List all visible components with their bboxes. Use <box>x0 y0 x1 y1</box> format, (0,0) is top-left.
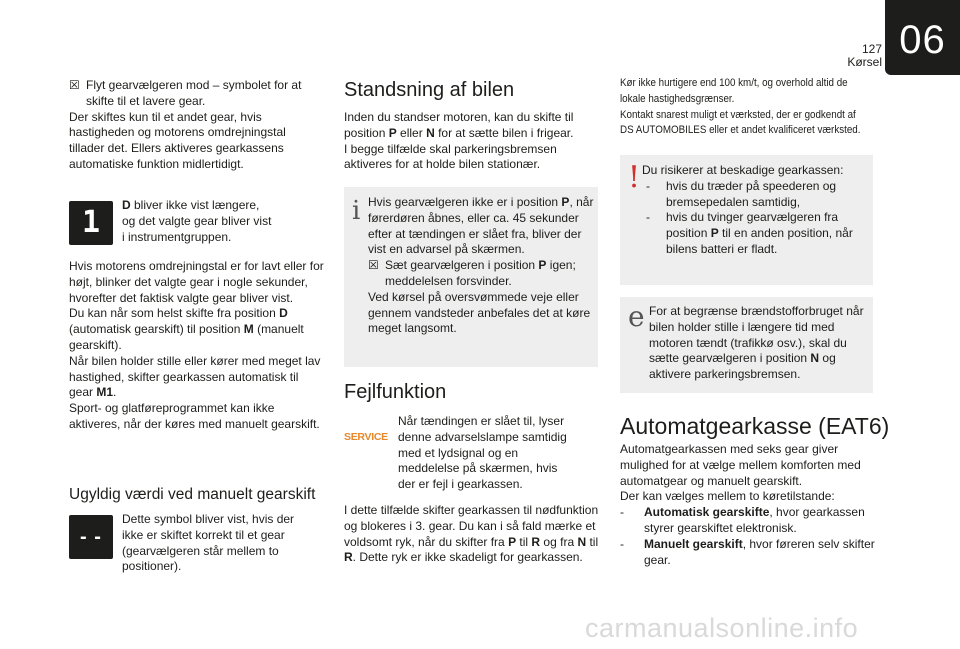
info-box: i Hvis gearvælgeren ikke er i position P, når førerdøren åbnes, eller ca. 45 sekunder efter at tændingen er slået fra, bliver der vist en advarsel på skærmen. ☒ Sæt gearvælgeren i position P igen; meddelelsen forsvinder. Ved kørsel på oversvømmede veje eller gennem vandsteder anbefales det at køre meget langsomt. <box>344 187 598 367</box>
switch-paragraph: Du kan når som helst skifte fra position D (automatisk gearskift) til position M (manuelt gearskift). <box>69 306 304 352</box>
eco-leaf-icon: e <box>628 300 645 333</box>
arrow-bullet-icon: ☒ <box>368 258 379 273</box>
warning-exclamation-icon: ! <box>628 160 641 195</box>
warning-item: - hvis du tvinger gearvælgeren fra position P til en anden position, når bilens batteri er fladt. <box>646 210 853 256</box>
chapter-tab <box>885 0 960 75</box>
invalid-value-heading: Ugyldig værdi ved manuelt gearskift <box>69 486 316 503</box>
column-1 <box>69 78 323 173</box>
gear-display-icon: 1 <box>69 201 113 245</box>
invalid-value-text: Dette symbol bliver vist, hvis der ikke er skiftet korrekt til et gear (gearvælgeren står mellem to positioner). <box>122 512 295 574</box>
column-1-body <box>69 259 325 433</box>
standstill-gear-paragraph: Når bilen holder stille eller kører med meget lav hastighed, skifter gearkassen automatisk til gear M1. <box>69 353 321 400</box>
info-icon: i <box>352 196 361 226</box>
invalid-gear-icon: - - <box>69 515 113 559</box>
mode-item: - Manuelt gearskift, hvor føreren selv skifter gear. <box>620 536 875 567</box>
eat6-heading: Automatgearkasse (EAT6) <box>620 413 890 439</box>
service-warning-icon: SERVICE <box>344 431 388 443</box>
malfunction-heading: Fejlfunktion <box>344 381 447 403</box>
blink-paragraph: Hvis motorens omdrejningstal er for lavt eller for højt, blinker det valgte gear i nogle sekunder, hvorefter det faktisk valgte gear bliver vist. <box>69 259 324 305</box>
speed-note: Kør ikke hurtigere end 100 km/t, og overhold altid de lokale hastighedsgrænser. Kontakt snarest muligt et værksted, der er godkendt af DS AUTOMOBILES eller et andet kvalificeret værksted. <box>620 77 861 137</box>
standstill-text: Inden du standser motoren, kan du skifte til position P eller N for at sætte bilen i frigear. I begge tilfælde skal parkeringsbremsen aktiveres for at holde bilen stationær. <box>344 110 574 172</box>
watermark: carmanualsonline.info <box>585 613 859 643</box>
eat6-text: Automatgearkassen med seks gear giver mulighed for at vælge mellem komforten med automatgear og manuelt gearskift. Der kan vælges mellem to køretilstande: - Automatisk gearskifte, hvor gearkassen styrer gearskiftet elektronisk. - Manuelt gearskift, hvor føreren selv skifter gear. <box>620 442 875 567</box>
warning-item: - hvis du træder på speederen og bremsepedalen samtidig, <box>646 178 837 209</box>
intro-bullet: ☒ Flyt gearvælgeren mod – symbolet for at skifte til et lavere gear. <box>69 78 302 108</box>
malfunction-detail: I dette tilfælde skifter gearkassen til nødfunktion og blokeres i 3. gear. Du kan i så fald mærke et voldsomt ryk, når du skifter fra P til R og fra N til R. Dette ryk er ikke skadeligt for gearkassen. <box>344 503 599 565</box>
mode-item: - Automatisk gearskifte, hvor gearkassen styrer gearskiftet elektronisk. <box>620 505 865 535</box>
chapter-label: Kørsel <box>847 55 882 69</box>
arrow-bullet-icon: ☒ <box>69 78 80 92</box>
chapter-number: 06 <box>899 18 946 62</box>
eco-box: e For at begrænse brændstofforbruget når bilen holder stille i længere tid med motoren tændt (trafikkø osv.), skal du sætte gearvælgeren i position N og aktivere parkeringsbremsen. <box>620 297 873 393</box>
page-number: 127 <box>861 42 882 56</box>
d-note: D bliver ikke vist længere, og det valgte gear bliver vist i instrumentgruppen. <box>122 198 272 244</box>
malfunction-text: Når tændingen er slået til, lyser denne advarselslampe samtidig med et lydsignal og en meddelelse på skærmen, hvis der er fejl i gearkassen. <box>398 414 567 492</box>
intro-paragraph: Der skiftes kun til et andet gear, hvis hastigheden og motorens omdrejningstal tillader det. Ellers aktiveres gearkassens automatiske funktion midlertidigt. <box>69 109 286 171</box>
warning-box: ! Du risikerer at beskadige gearkassen: - hvis du træder på speederen og bremsepedalen samtidig, - hvis du tvinger gearvælgeren fra position P til en anden position, når bilens batteri er fladt. <box>620 155 873 285</box>
sport-paragraph: Sport- og glatføreprogrammet kan ikke aktiveres, når der køres med manuelt gearskift. <box>69 401 320 431</box>
standstill-heading: Standsning af bilen <box>344 79 515 101</box>
